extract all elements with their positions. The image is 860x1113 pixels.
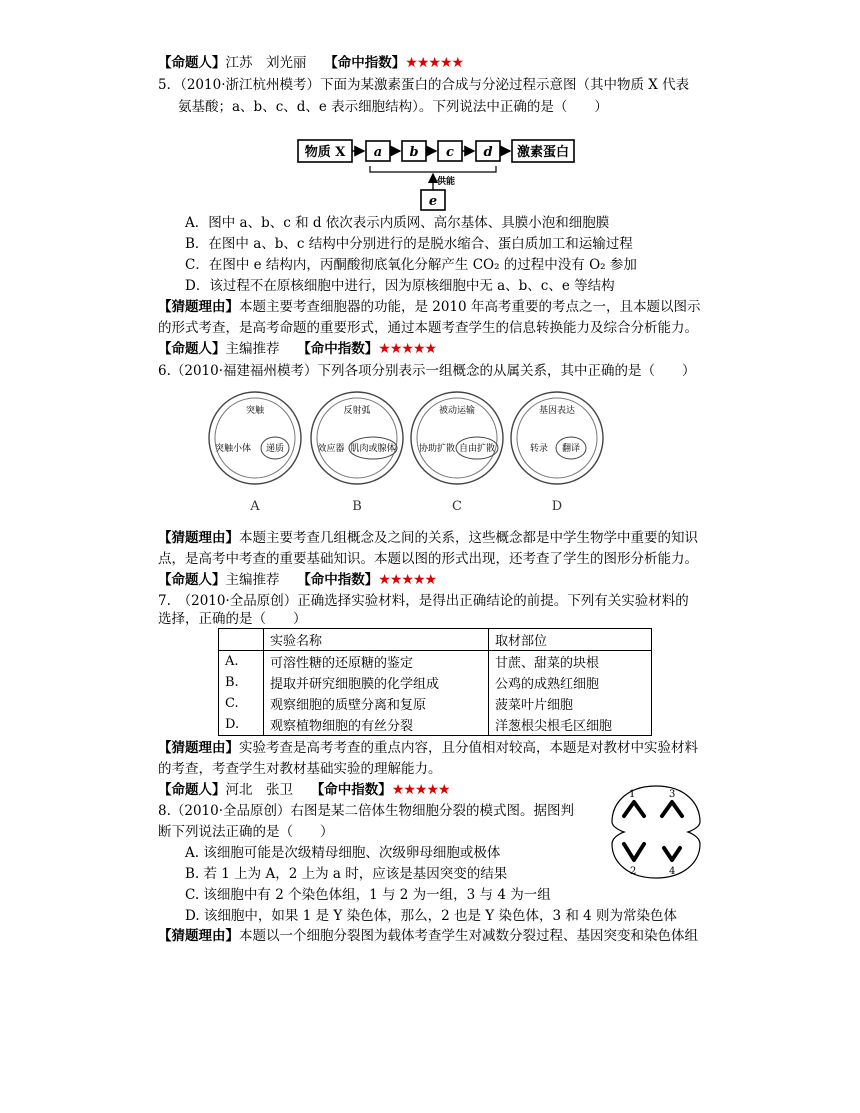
q7-reason-line1 (158, 738, 718, 759)
q7-stem-line2: 选择，正确的是（ ） (158, 611, 307, 627)
q8-reason-line1 (158, 926, 718, 947)
row-letter: D. (219, 714, 264, 736)
mid-label-c: 协助扩散 (418, 444, 456, 454)
inner-label-c: 自由扩散 (458, 444, 496, 454)
row-experiment: 观察植物细胞的有丝分裂 (264, 714, 489, 736)
q8-option-d: D. 该细胞中，如果 1 是 Y 染色体，那么，2 也是 Y 染色体，3 和 4 则为常染色体 (185, 908, 678, 924)
q5-flow-diagram (296, 134, 586, 214)
q5-option-b: B．在图中 a、b、c 结构中分别进行的是脱水缩合、蛋白质加工和运输过程 (185, 236, 633, 252)
letter-a: A (250, 499, 260, 514)
table-header-cell: 取材部位 (489, 629, 652, 651)
q5-stem-line2: 氨基酸；a、b、c、d、e 表示细胞结构）。下列说法中正确的是（ ） (178, 99, 608, 115)
inner-label-d: 翻译 (561, 444, 581, 454)
table-row (219, 672, 652, 693)
table-header-cell: 实验名称 (264, 629, 489, 651)
mid-label-a: 突触小体 (214, 444, 252, 454)
author-name: 江苏 刘光丽 (225, 55, 307, 71)
q6-concept-circles (205, 388, 615, 518)
q6-reason-line1 (158, 528, 718, 549)
q8-stem-line2: 断下列说法正确的是（ ） (158, 824, 334, 840)
q7-header (158, 570, 718, 591)
reason-label: 【猜题理由】 (158, 530, 239, 546)
table-row (219, 693, 652, 714)
table-header-cell (219, 629, 264, 651)
q6-reason-line2: 点，是高考中考查的重要基础知识。本题以图的形式出现，还考查了学生的图形分析能力。 (158, 551, 698, 567)
row-material: 公鸡的成熟红细胞 (489, 672, 652, 693)
outer-label-d: 基因表达 (538, 406, 576, 416)
table-row (219, 651, 652, 673)
index-label: 【命中指数】 (297, 572, 379, 588)
reason-text: 本题主要考查细胞器的功能，是 2010 年高考重要的考点之一，且本题以图示 (239, 299, 701, 315)
label-hormone-protein: 激素蛋白 (516, 145, 570, 160)
label-supply-energy: 供能 (437, 177, 456, 187)
row-experiment: 提取并研究细胞膜的化学组成 (264, 672, 489, 693)
chromosome-1 (624, 802, 644, 816)
letter-c: C (452, 499, 462, 514)
q5-option-c: C．在图中 e 结构内，丙酮酸彻底氧化分解产生 CO₂ 的过程中没有 O₂ 参加 (185, 257, 637, 273)
q5-header (158, 53, 718, 74)
row-material: 甘蔗、甜菜的块根 (489, 651, 652, 673)
label-e: e (428, 194, 438, 209)
table-header-row (219, 629, 652, 651)
reason-label: 【猜题理由】 (158, 299, 239, 315)
q8-option-b: B. 若 1 上为 A，2 上为 a 时，应该是基因突变的结果 (185, 866, 508, 882)
author-name: 主编推荐 (225, 341, 280, 357)
star-rating: ★★★★★ (405, 55, 464, 71)
author-label: 【命题人】 (158, 572, 226, 588)
chromosome-label-1: 1 (629, 789, 636, 800)
index-label: 【命中指数】 (297, 341, 379, 357)
q7-stem-line1: 7. （2010·全品原创）正确选择实验材料，是得出正确结论的前提。下列有关实验材料的 (158, 593, 689, 609)
mid-label-d: 转录 (529, 444, 549, 454)
index-label: 【命中指数】 (310, 782, 392, 798)
row-letter: B. (219, 672, 264, 693)
author-label: 【命题人】 (158, 55, 226, 71)
inner-label-b: 肌肉或腺体 (350, 444, 396, 454)
label-b: b (409, 145, 419, 160)
q5-option-d: D．该过程不在原核细胞中进行，因为原核细胞中无 a、b、c、e 等结构 (185, 278, 615, 294)
q8-stem-line1: 8.（2010·全品原创）右图是某二倍体生物细胞分裂的模式图。据图判 (158, 803, 575, 819)
row-experiment: 观察细胞的质壁分离和复原 (264, 693, 489, 714)
table-row (219, 714, 652, 736)
q5-stem-line1: 5．（2010·浙江杭州模考）下面为某激素蛋白的合成与分泌过程示意图（其中物质 X 代表 (158, 77, 690, 93)
chromosome-label-2: 2 (630, 866, 637, 877)
mid-label-b: 效应器 (317, 444, 345, 454)
row-letter: A. (219, 651, 264, 673)
row-material: 菠菜叶片细胞 (489, 693, 652, 714)
author-label: 【命题人】 (158, 782, 226, 798)
reason-label: 【猜题理由】 (158, 928, 239, 944)
outer-label-b: 反射弧 (343, 406, 371, 416)
letter-d: D (551, 499, 563, 514)
index-label: 【命中指数】 (324, 55, 406, 71)
circle-group-a (209, 392, 301, 514)
q6-header (158, 339, 718, 360)
circle-group-c (411, 392, 503, 514)
label-a: a (373, 145, 383, 160)
chromosome-label-3: 3 (669, 789, 676, 800)
reason-text: 本题以一个细胞分裂图为载体考查学生对减数分裂过程、基因突变和染色体组 (239, 928, 698, 944)
q7-material-table (218, 628, 652, 736)
label-substance-x: 物质 X (304, 145, 346, 160)
reason-text: 本题主要考查几组概念及之间的关系，这些概念都是中学生物学中重要的知识 (239, 530, 698, 546)
chromosome-label-4: 4 (669, 866, 676, 877)
row-material: 洋葱根尖根毛区细胞 (489, 714, 652, 736)
q8-option-c: C. 该细胞中有 2 个染色体组，1 与 2 为一组，3 与 4 为一组 (185, 887, 551, 903)
label-c: c (446, 145, 454, 160)
inner-label-a: 递质 (265, 444, 285, 454)
label-d: d (483, 145, 493, 160)
author-name: 河北 张卫 (225, 782, 293, 798)
author-label: 【命题人】 (158, 341, 226, 357)
outer-label-c: 被动运输 (438, 406, 476, 416)
star-rating: ★★★★★ (391, 782, 450, 798)
q7-reason-line2: 的考查，考查学生对教材基础实验的理解能力。 (158, 761, 442, 777)
row-experiment: 可溶性糖的还原糖的鉴定 (264, 651, 489, 673)
row-letter: C. (219, 693, 264, 714)
reason-text: 实验考查是高考考查的重点内容，且分值相对较高，本题是对教材中实验材料 (239, 740, 698, 756)
q5-option-a: A．图中 a、b、c 和 d 依次表示内质网、高尔基体、具膜小泡和细胞膜 (185, 215, 610, 231)
star-rating: ★★★★★ (378, 341, 437, 357)
q5-reason-line1 (158, 297, 718, 318)
author-name: 主编推荐 (225, 572, 280, 588)
q5-reason-line2: 的形式考查，是高考命题的重要形式，通过本题考查学生的信息转换能力及综合分析能力。 (158, 320, 698, 336)
q8-option-a: A. 该细胞可能是次级精母细胞、次级卵母细胞或极体 (185, 845, 501, 861)
q6-stem: 6.（2010·福建福州模考）下列各项分别表示一组概念的从属关系，其中正确的是（ ） (158, 363, 696, 379)
letter-b: B (352, 499, 362, 514)
circle-group-d (511, 392, 603, 514)
circle-group-b (311, 392, 403, 514)
reason-label: 【猜题理由】 (158, 740, 239, 756)
chromosome-3 (662, 802, 682, 816)
star-rating: ★★★★★ (378, 572, 437, 588)
outer-label-a: 突触 (245, 406, 265, 416)
